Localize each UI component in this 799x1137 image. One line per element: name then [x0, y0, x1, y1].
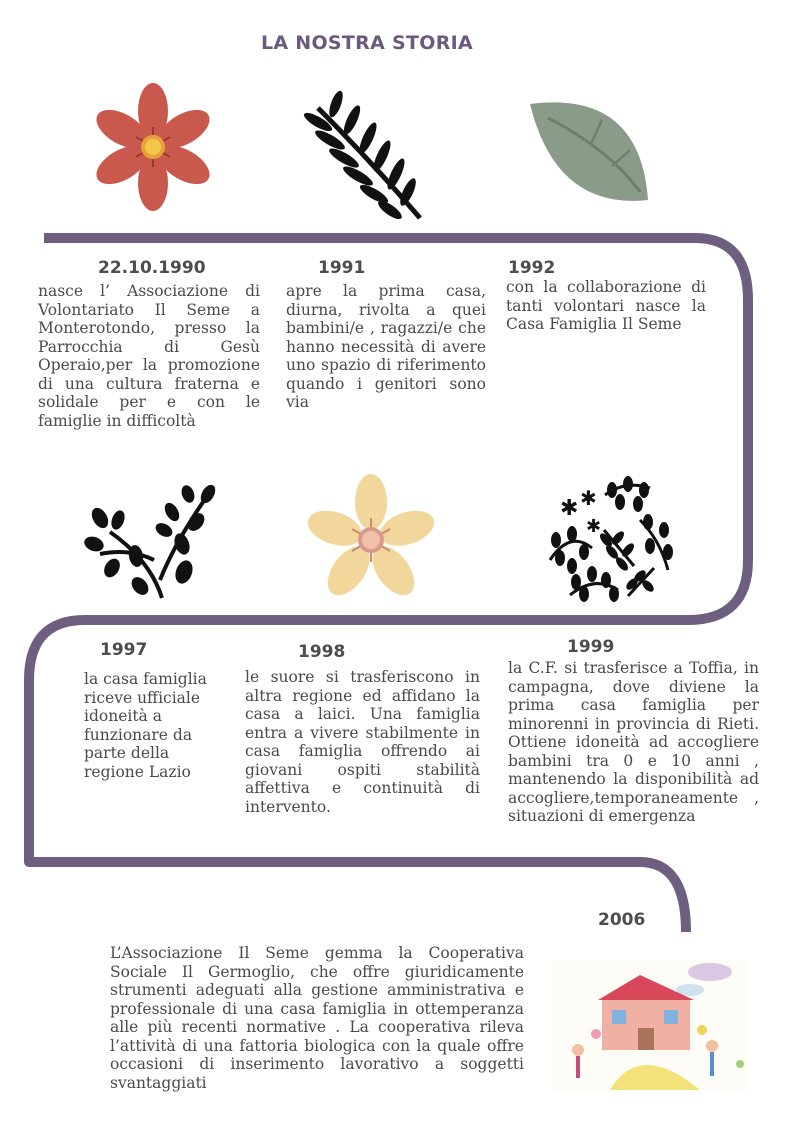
- red-flower-icon: [90, 83, 216, 211]
- svg-text:✱: ✱: [560, 496, 579, 521]
- event-year-1997: 1997: [100, 640, 148, 660]
- event-text-1991: apre la prima casa, diurna, rivolta a quei bambini/e , ragazzi/e che hanno necessità di avere uno spazio di riferimento quando i genitori sono via: [286, 282, 486, 411]
- event-text-1990: nasce l’ Associazione di Volontariato Il Seme a Monterotondo, presso la Parrocchia di Gesù Operaio,per la promozione di una cultura fraterna e solidale per e con le famiglie in difficoltà: [38, 282, 260, 430]
- event-text-1997: la casa famiglia riceve ufficiale idoneità a funzionare da parte della regione Lazio: [84, 670, 207, 781]
- svg-text:✱: ✱: [580, 486, 597, 510]
- fern-icon: [302, 89, 420, 222]
- green-leaf-icon: [530, 102, 648, 200]
- svg-text:✱: ✱: [586, 516, 602, 537]
- page-title: LA NOSTRA STORIA: [260, 32, 474, 54]
- yellow-flower-icon: [303, 474, 438, 603]
- event-text-1992: con la collaborazione di tanti volontari nasce la Casa Famiglia Il Seme: [506, 278, 706, 333]
- event-text-2006: L’Associazione Il Seme gemma la Cooperativa Sociale Il Germoglio, che offre giuridicamente strumenti adeguati alla gestione amministrativa e professionale di una casa famiglia in ottemperanza alle più recenti normative . La cooperativa rileva l’attività di una fattoria biologica con la quale offre occasioni di inserimento lavorativo a soggetti svantaggiati: [110, 944, 524, 1092]
- event-year-1991: 1991: [318, 258, 366, 278]
- event-year-1992: 1992: [508, 258, 556, 278]
- house-drawing-icon: [552, 960, 748, 1090]
- event-text-1999: la C.F. si trasferisce a Toffia, in campagna, dove diviene la prima casa famiglia per minorenni in provincia di Rieti. Ottiene idoneità ad accogliere bambini tra 0 e 10 anni , mantenendo la disponibilità ad accogliere,temporaneamente , situazioni di emergenza: [508, 659, 759, 825]
- event-text-1998: le suore si trasferiscono in altra regione ed affidano la casa a laici. Una famiglia entra a vivere stabilmente in casa famiglia offrendo ai giovani ospiti stabilità affettiva e continuità di intervento.: [245, 668, 480, 816]
- event-year-1998: 1998: [298, 642, 346, 662]
- branch-icon: [82, 482, 218, 598]
- event-year-1990: 22.10.1990: [98, 258, 206, 278]
- event-year-2006: 2006: [598, 910, 646, 930]
- floral-cluster-icon: [550, 476, 673, 602]
- event-year-1999: 1999: [567, 637, 615, 657]
